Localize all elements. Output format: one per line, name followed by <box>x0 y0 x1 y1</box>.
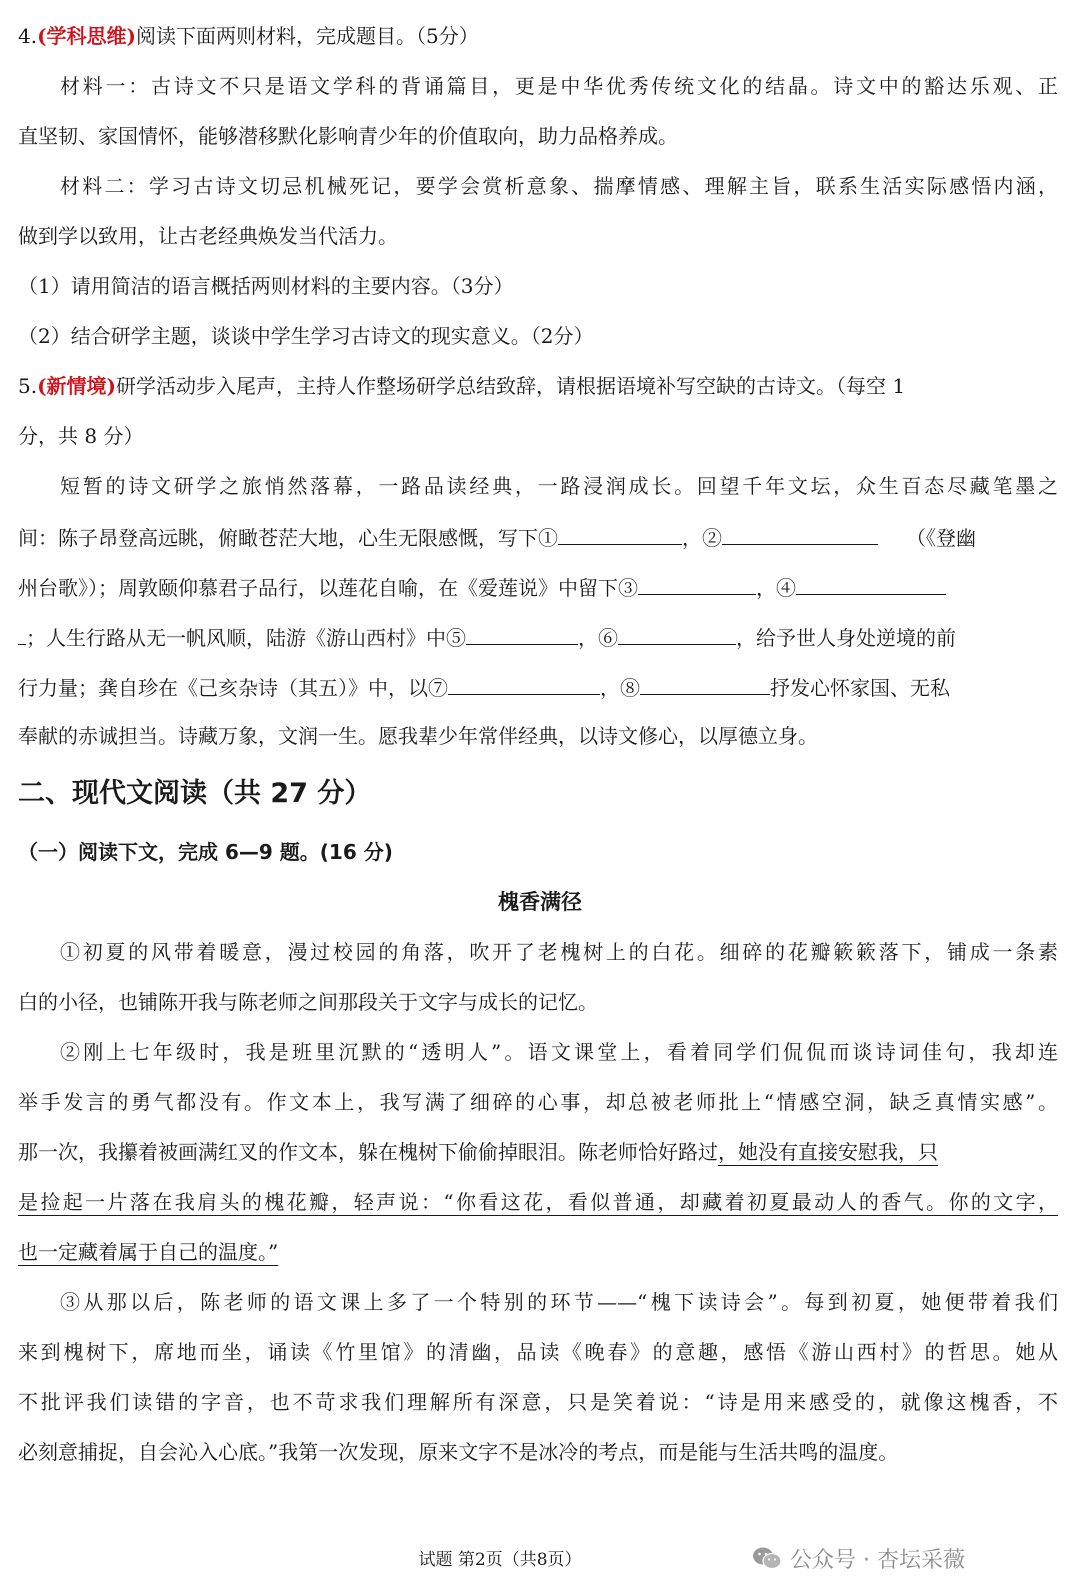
article-p2-line2: 举手发言的勇气都没有。作文本上，我写满了细碎的心事，却总被老师批上“情感空洞，缺乏真情实感”。 <box>18 1090 1058 1114</box>
q4-subquestion-2: （2）结合研学主题，谈谈中学生学习古诗文的现实意义。（2分） <box>18 324 594 348</box>
article-p3-line1: ③从那以后，陈老师的语文课上多了一个特别的环节——“槐下读诗会”。每到初夏，她便带着我们 <box>60 1290 1058 1314</box>
answer-blank-6[interactable] <box>618 622 736 645</box>
article-p2-line4-underlined: 是捡起一片落在我肩头的槐花瓣，轻声说：“你看这花，看似普通，却藏着初夏最动人的香气。你的文字， <box>18 1190 1058 1214</box>
q4-number: 4. <box>18 24 38 48</box>
q5-passage-line6: 奉献的赤诚担当。诗藏万象，文润一生。愿我辈少年常伴经典，以诗文修心，以厚德立身。 <box>18 724 818 748</box>
answer-blank-8[interactable] <box>640 672 770 695</box>
article-p3-line3: 不批评我们读错的字音，也不苛求我们理解所有深意，只是笑着说：“诗是用来感受的，就像这槐香，不 <box>18 1390 1058 1414</box>
q4-material1-line1: 材料一：古诗文不只是语文学科的背诵篇目，更是中华优秀传统文化的结晶。诗文中的豁达乐观、正 <box>60 74 1058 98</box>
answer-blank-7[interactable] <box>448 672 600 695</box>
q5-passage-text: ；人生行路从无一帆风顺，陆游《游山西村》中⑤ <box>26 626 466 650</box>
q5-passage-text: ，④ <box>756 576 796 600</box>
q5-passage-line5 <box>18 672 1058 702</box>
article-p2-line5-underlined: 也一定藏着属于自己的温度。” <box>18 1240 279 1264</box>
q4-stem-line <box>18 22 1058 50</box>
q4-material2-line1: 材料二：学习古诗文切忌机械死记，要学会赏析意象、揣摩情感、理解主旨，联系生活实际感悟内涵， <box>60 174 1058 198</box>
article-text: 那一次，我攥着被画满红叉的作文本，躲在槐树下偷偷掉眼泪。陈老师恰好路过 <box>18 1140 718 1164</box>
answer-blank-5[interactable] <box>466 622 578 645</box>
answer-blank-4[interactable] <box>796 572 946 595</box>
q5-stem: 研学活动步入尾声，主持人作整场研学总结致辞，请根据语境补写空缺的古诗文。（每空 1 <box>116 374 906 398</box>
q5-stem-line2: 分，共 8 分） <box>18 424 144 448</box>
article-p2-line1: ②刚上七年级时，我是班里沉默的“透明人”。语文课堂上，看着同学们侃侃而谈诗词佳句，我却连 <box>60 1040 1058 1064</box>
watermark <box>752 1540 965 1576</box>
q5-passage-line4 <box>18 622 1058 652</box>
section-title: 二、现代文阅读（共 27 分） <box>18 778 372 809</box>
underlined-sentence: ，她没有直接安慰我，只 <box>718 1140 938 1164</box>
q5-passage-line2 <box>18 522 1058 552</box>
q4-stem: 阅读下面两则材料，完成题目。（5分） <box>136 24 479 48</box>
section-subtitle: （一）阅读下文，完成 6—9 题。(16 分) <box>18 840 393 864</box>
answer-blank-3[interactable] <box>638 572 756 595</box>
page-footer: 试题 第2页（共8页） <box>418 1550 582 1570</box>
q4-subquestion-1: （1）请用简洁的语言概括两则材料的主要内容。（3分） <box>18 274 514 298</box>
q5-passage-text: ，② <box>682 526 722 550</box>
article-p1-line1: ①初夏的风带着暖意，漫过校园的角落，吹开了老槐树上的白花。细碎的花瓣簌簌落下，铺成一条素 <box>60 940 1058 964</box>
q4-material1-line2: 直坚韧、家国情怀，能够潜移默化影响青少年的价值取向，助力品格养成。 <box>18 124 678 148</box>
q4-material2-line2: 做到学以致用，让古老经典焕发当代活力。 <box>18 224 398 248</box>
article-title: 槐香满径 <box>498 890 582 914</box>
q5-passage-text: ，⑥ <box>578 626 618 650</box>
q5-passage-line1: 短暂的诗文研学之旅悄然落幕，一路品读经典，一路浸润成长。回望千年文坛，众生百态尽藏笔墨之 <box>60 474 1058 498</box>
wechat-icon <box>752 1546 782 1570</box>
q5-passage-line3 <box>18 572 1058 602</box>
q5-passage-text: ，⑧ <box>600 676 640 700</box>
answer-blank-1[interactable] <box>558 522 682 545</box>
q5-tag: (新情境) <box>37 374 117 398</box>
article-p3-line4: 必刻意捕捉，自会沁入心底。”我第一次发现，原来文字不是冰冷的考点，而是能与生活共鸣的温度。 <box>18 1440 899 1464</box>
q5-number: 5. <box>18 374 38 398</box>
q5-passage-text: 抒发心怀家国、无私 <box>770 676 950 700</box>
q5-passage-text: （《登幽 <box>906 526 976 550</box>
q5-passage-text: ，给予世人身处逆境的前 <box>736 626 956 650</box>
answer-blank-2[interactable] <box>722 522 878 545</box>
q5-stem-line <box>18 372 1058 400</box>
article-p2-line3 <box>18 1138 1058 1166</box>
q5-passage-text: 间：陈子昂登高远眺，俯瞰苍茫大地，心生无限感慨，写下① <box>18 526 558 550</box>
q5-passage-text: 行力量；龚自珍在《己亥杂诗（其五）》中，以⑦ <box>18 676 448 700</box>
watermark-text: 公众号 · 杏坛采薇 <box>790 1547 965 1573</box>
q4-tag: (学科思维) <box>37 24 137 48</box>
q5-passage-text: 州台歌》）；周敦颐仰慕君子品行，以莲花自喻，在《爱莲说》中留下③ <box>18 576 638 600</box>
article-p3-line2: 来到槐树下，席地而坐，诵读《竹里馆》的清幽，品读《晚春》的意趣，感悟《游山西村》的哲思。她从 <box>18 1340 1058 1364</box>
article-p1-line2: 白的小径，也铺陈开我与陈老师之间那段关于文字与成长的记忆。 <box>18 990 598 1014</box>
answer-blank-4-continued[interactable] <box>18 622 26 645</box>
